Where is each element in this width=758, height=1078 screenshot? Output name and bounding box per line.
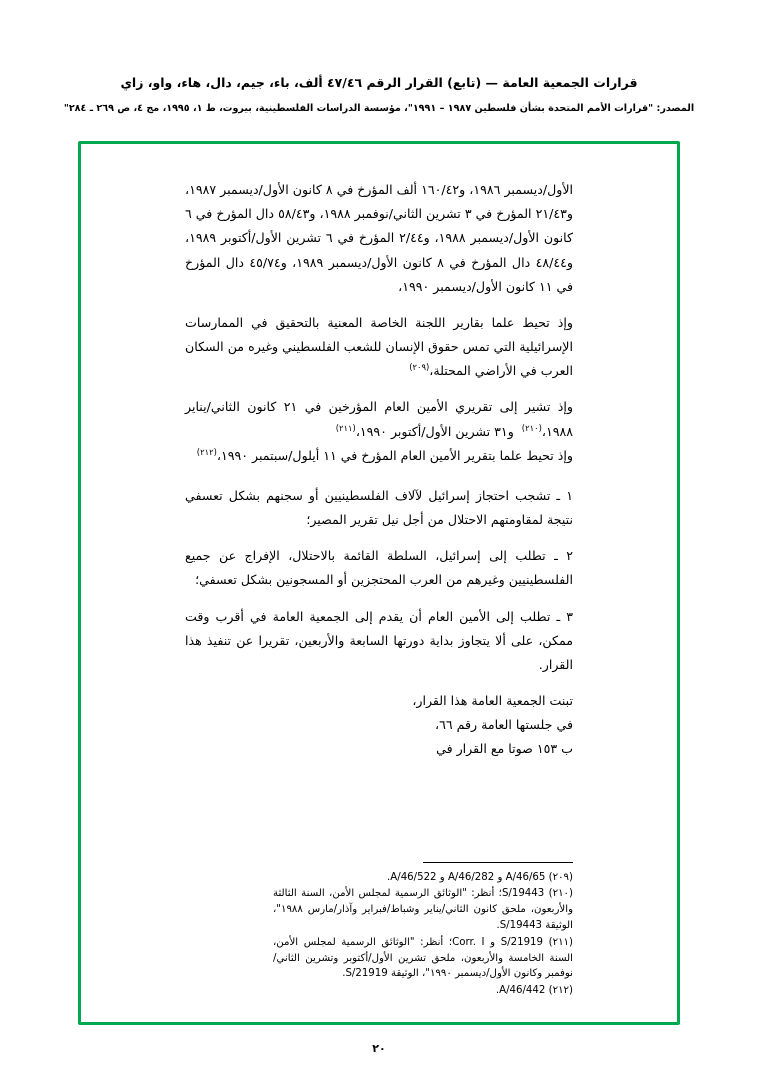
footnote-item: (٢١١) S/21919 و Corr. I؛ أنظر: "الوثائق الرسمية لمجلس الأمن، السنة الخامسة والأربعون، ملحق تشرين الأول/أكتوبر وتشرين الثاني/نوفمبر وكانون الأول/ديسمبر ١٩٩٠"، الوثيقة S/21919. [273,936,574,980]
footnote-item: (٢١٠) S/19443؛ أنظر: "الوثائق الرسمية لمجلس الأمن، السنة الثالثة والأربعون، ملحق كانون الثاني/يناير وشباط/فبراير وآذار/مارس ١٩٨٨"، الوثيقة S/19443. [273,888,573,931]
frame-content [81,144,677,1022]
paragraph-dates: الأول/ديسمبر ١٩٨٦، و١٦٠/٤٢ ألف المؤرخ في ٨ كانون الأول/ديسمبر ١٩٨٧، و٢١/٤٣ المؤرخ في ٣ تشرين الثاني/نوفمبر ١٩٨٨، و٥٨/٤٣ دال المؤرخ في ٦ كانون الأول/ديسمبر ١٩٨٨، و٢/٤٤ المؤرخ في ٦ تشرين الأول/أكتوبر ١٩٨٩، و٤٨/٤٤ دال المؤرخ في ٨ كانون الأول/ديسمبر ١٩٨٩، و٤٥/٧٤ دال المؤرخ في ١١ كانون الأول/ديسمبر ١٩٩٠، [185,182,573,294]
footnotes-section [273,862,573,1001]
footnote-ref-210[interactable]: (٢١٠) [521,422,542,433]
footnote-divider [423,862,573,863]
paragraph-preamble-2a-text: وإذ تشير إلى تقريري الأمين العام المؤرخين في ٢١ كانون الثاني/يناير ١٩٨٨، [185,399,573,439]
paragraph-operative-1: ١ ـ تشجب احتجاز إسرائيل لآلاف الفلسطينيين أو سجنهم بشكل تعسفي نتيجة لمقاومتهم الاحتلال من أجل نيل تقرير المصير؛ [185,487,573,528]
paragraph-preamble-2b-text: و٣١ تشرين الأول/أكتوبر ١٩٩٠، [355,423,514,439]
footnote-ref-212[interactable]: (٢١٢) [196,446,217,457]
page-title: قرارات الجمعية العامة — (تابع) القرار الرقم ٤٧/٤٦ ألف، باء، جيم، دال، هاء، واو، زاي [120,75,638,90]
paragraph-adoption-2: في جلستها العامة رقم ٦٦، [434,717,573,733]
paragraph-preamble-1-text: وإذ تحيط علما بقارير اللجنة الخاصة المعنية بالتحقيق في الممارسات الإسرائيلية التي تمس حقوق الإنسان للشعب الفلسطيني وغيره من السكان العرب في الأراضي المحتلة، [185,314,573,379]
paragraph-operative-3: ٣ ـ تطلب إلى الأمين العام أن يقدم إلى الجمعية العامة في أقرب وقت ممكن، على ألا يتجاوز بداية دورتها السابعة والأربعين، تقريرا عن تنفيذ هذا القرار. [185,608,573,672]
page-number: ٢٠ [372,1042,386,1055]
document-header [0,74,758,115]
paragraph-preamble-1 [185,311,573,384]
paragraph-preamble-3 [185,444,573,468]
paragraph-preamble-3-text: وإذ تحيط علما بتقرير الأمين العام المؤرخ في ١١ أيلول/سبتمبر ١٩٩٠، [216,447,573,463]
paragraph-adoption-3: ب ١٥٣ صوتا مع القرار في [436,741,573,757]
body-text [185,178,573,762]
source-line: المصدر: "قرارات الأمم المتحدة بشأن فلسطين ١٩٨٧ – ١٩٩١"، مؤسسة الدراسات الفلسطينية، بيروت، ط ١، ١٩٩٥، مج ٤، ص ٢٦٩ ـ ٢٨٤" [63,102,695,114]
footnote-ref-211[interactable]: (٢١١) [335,422,356,433]
footnote-item: (٢١٢) A/46/442. [495,985,573,997]
paragraph-adoption-1: تبنت الجمعية العامة هذا القرار، [412,693,573,709]
footnote-ref-209[interactable]: (٢٠٩) [409,362,430,373]
green-border-frame [78,141,680,1025]
paragraph-operative-2: ٢ ـ تطلب إلى إسرائيل، السلطة القائمة بالاحتلال، الإفراج عن جميع الفلسطينيين وغيرهم من العرب المحتجزين أو المسجونين بشكل تعسفي؛ [185,548,573,588]
footnote-item: (٢٠٩) A/46/65 و A/46/282 و A/46/522. [387,871,573,883]
paragraph-preamble-2 [185,395,573,443]
